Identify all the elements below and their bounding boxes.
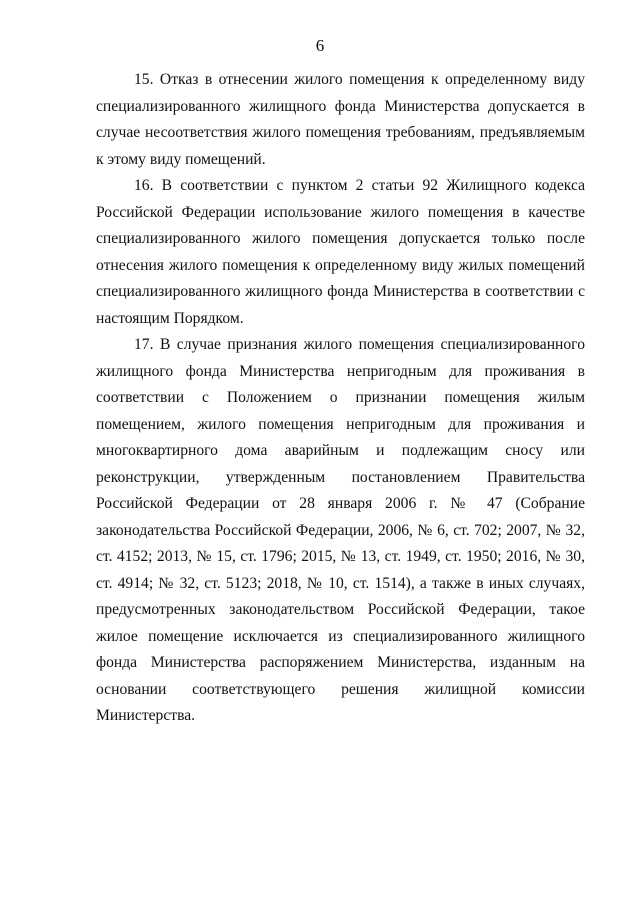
- page-number: 6: [315, 36, 325, 55]
- paragraph-17: 17. В случае признания жилого помещения специализированного жилищного фонда Министерства непригодным для проживания в соответствии с Положением о признании помещения жилым помещением, жилого помещения непригодным для проживания и многоквартирного дома аварийным и подлежащим сносу или реконструкции, утвержденным постановлением Правительства Российской Федерации от 28 января 2006 г. № 47 (Собрание законодательства Российской Федерации, 2006, № 6, ст. 702; 2007, № 32, ст. 4152; 2013, № 15, ст. 1796; 2015, № 13, ст. 1949, ст. 1950; 2016, № 30, ст. 4914; № 32, ст. 5123; 2018, № 10, ст. 1514), а также в иных случаях, предусмотренных законодательством Российской Федерации, такое жилое помещение исключается из специализированного жилищного фонда Министерства распоряжением Министерства, изданным на основании соответствующего решения жилищной комиссии Министерства.: [96, 336, 585, 724]
- paragraph-15: 15. Отказ в отнесении жилого помещения к определенному виду специализированного жилищного фонда Министерства допускается в случае несоответствия жилого помещения требованиям, предъявляемым к этому виду помещений.: [96, 71, 585, 168]
- document-body: [96, 67, 585, 730]
- paragraph-16: 16. В соответствии с пунктом 2 статьи 92 Жилищного кодекса Российской Федерации использование жилого помещения в качестве специализированного жилого помещения допускается только после отнесения жилого помещения к определенному виду жилых помещений специализированного жилищного фонда Министерства в соответствии с настоящим Порядком.: [96, 177, 585, 327]
